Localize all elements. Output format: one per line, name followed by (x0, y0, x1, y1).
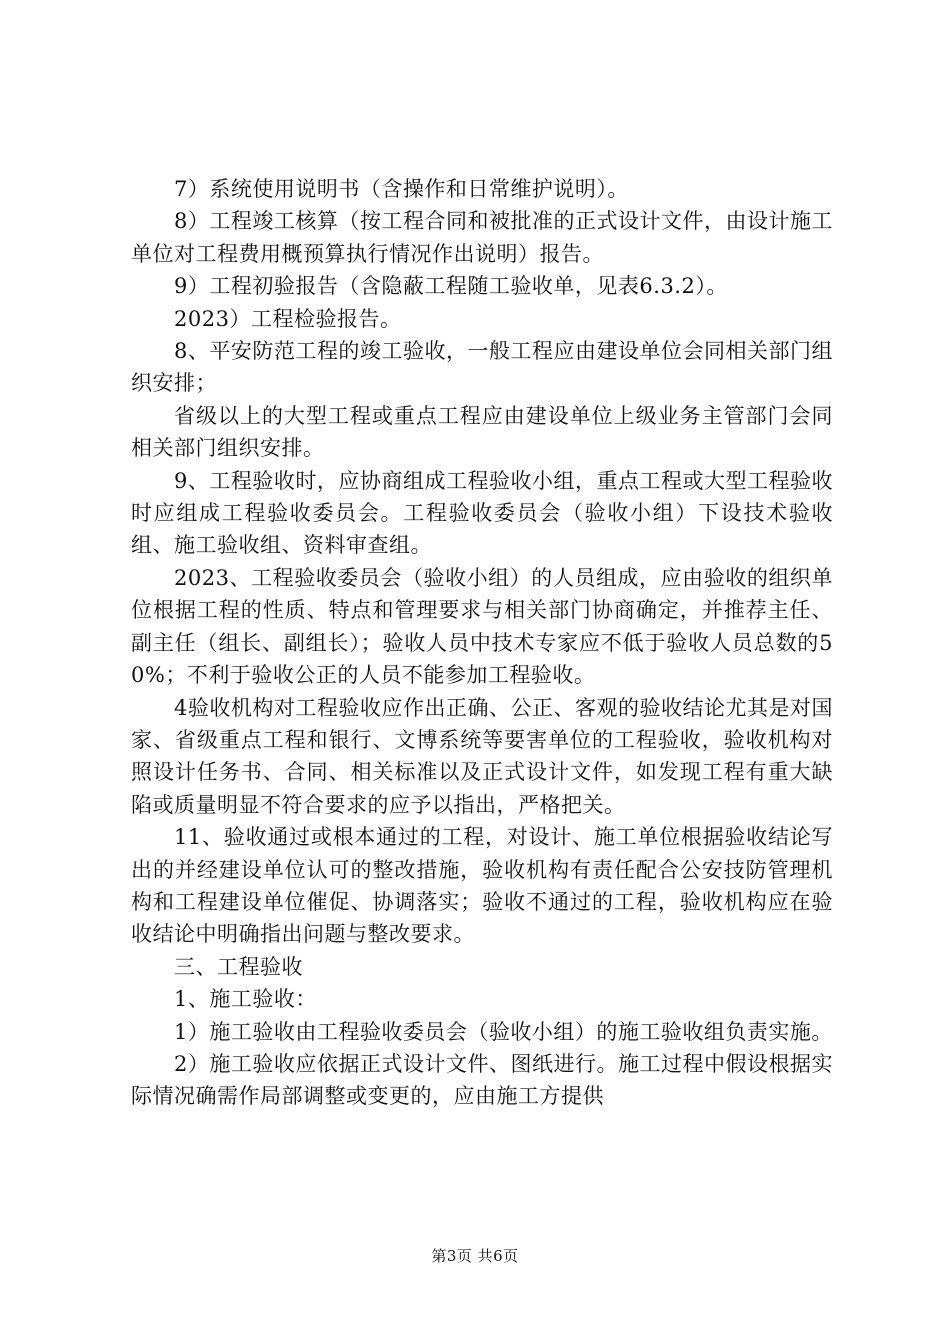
subsection-heading: 1、施工验收： (174, 987, 317, 1012)
section-heading: 三、工程验收 (174, 954, 304, 979)
document-body (131, 173, 833, 1113)
paragraph-7: 9、工程验收时，应协商组成工程验收小组，重点工程或大型工程验收时应组成工程验收委员会。工程验收委员会（验收小组）下设技术验收组、施工验收组、资料审查组。 (131, 468, 833, 558)
paragraph-6: 省级以上的大型工程或重点工程应由建设单位上级业务主管部门会同相关部门组织安排。 (131, 403, 833, 461)
paragraph-3: 9）工程初验报告（含隐蔽工程随工验收单，见表6.3.2）。 (174, 274, 728, 299)
paragraph-1: 7）系统使用说明书（含操作和日常维护说明）。 (174, 177, 629, 201)
paragraph-4: 2023）工程检验报告。 (174, 306, 402, 331)
paragraph-5: 8、平安防范工程的竣工验收，一般工程应由建设单位会同相关部门组织安排； (131, 339, 833, 396)
paragraph-9: 4验收机构对工程验收应作出正确、公正、客观的验收结论尤其是对国家、省级重点工程和银行、文博系统等要害单位的工程验收，验收机构对照设计任务书、合同、相关标准以及正式设计文件，如发现工程有重大缺陷或质量明显不符合要求的应予以指出，严格把关。 (131, 695, 833, 817)
paragraph-10: 11、验收通过或根本通过的工程，对设计、施工单位根据验收结论写出的并经建设单位认可的整改措施，验收机构有责任配合公安技防管理机构和工程建设单位催促、协调落实；验收不通过的工程，验收机构应在验收结论中明确指出问题与整改要求。 (131, 825, 833, 947)
page-number-footer: 第3页 共6页 (431, 1247, 519, 1265)
paragraph-2: 8）工程竣工核算（按工程合同和被批准的正式设计文件，由设计施工单位对工程费用概预算执行情况作出说明）报告。 (131, 209, 833, 266)
paragraph-14: 2）施工验收应依据正式设计文件、图纸进行。施工过程中假设根据实际情况确需作局部调整或变更的，应由施工方提供 (131, 1051, 833, 1109)
paragraph-13: 1）施工验收由工程验收委员会（验收小组）的施工验收组负责实施。 (174, 1019, 833, 1044)
paragraph-8: 2023、工程验收委员会（验收小组）的人员组成，应由验收的组织单位根据工程的性质、特点和管理要求与相关部门协商确定，并推荐主任、副主任（组长、副组长）；验收人员中技术专家应不低于验收人员总数的50%；不利于验收公正的人员不能参加工程验收。 (131, 565, 833, 688)
